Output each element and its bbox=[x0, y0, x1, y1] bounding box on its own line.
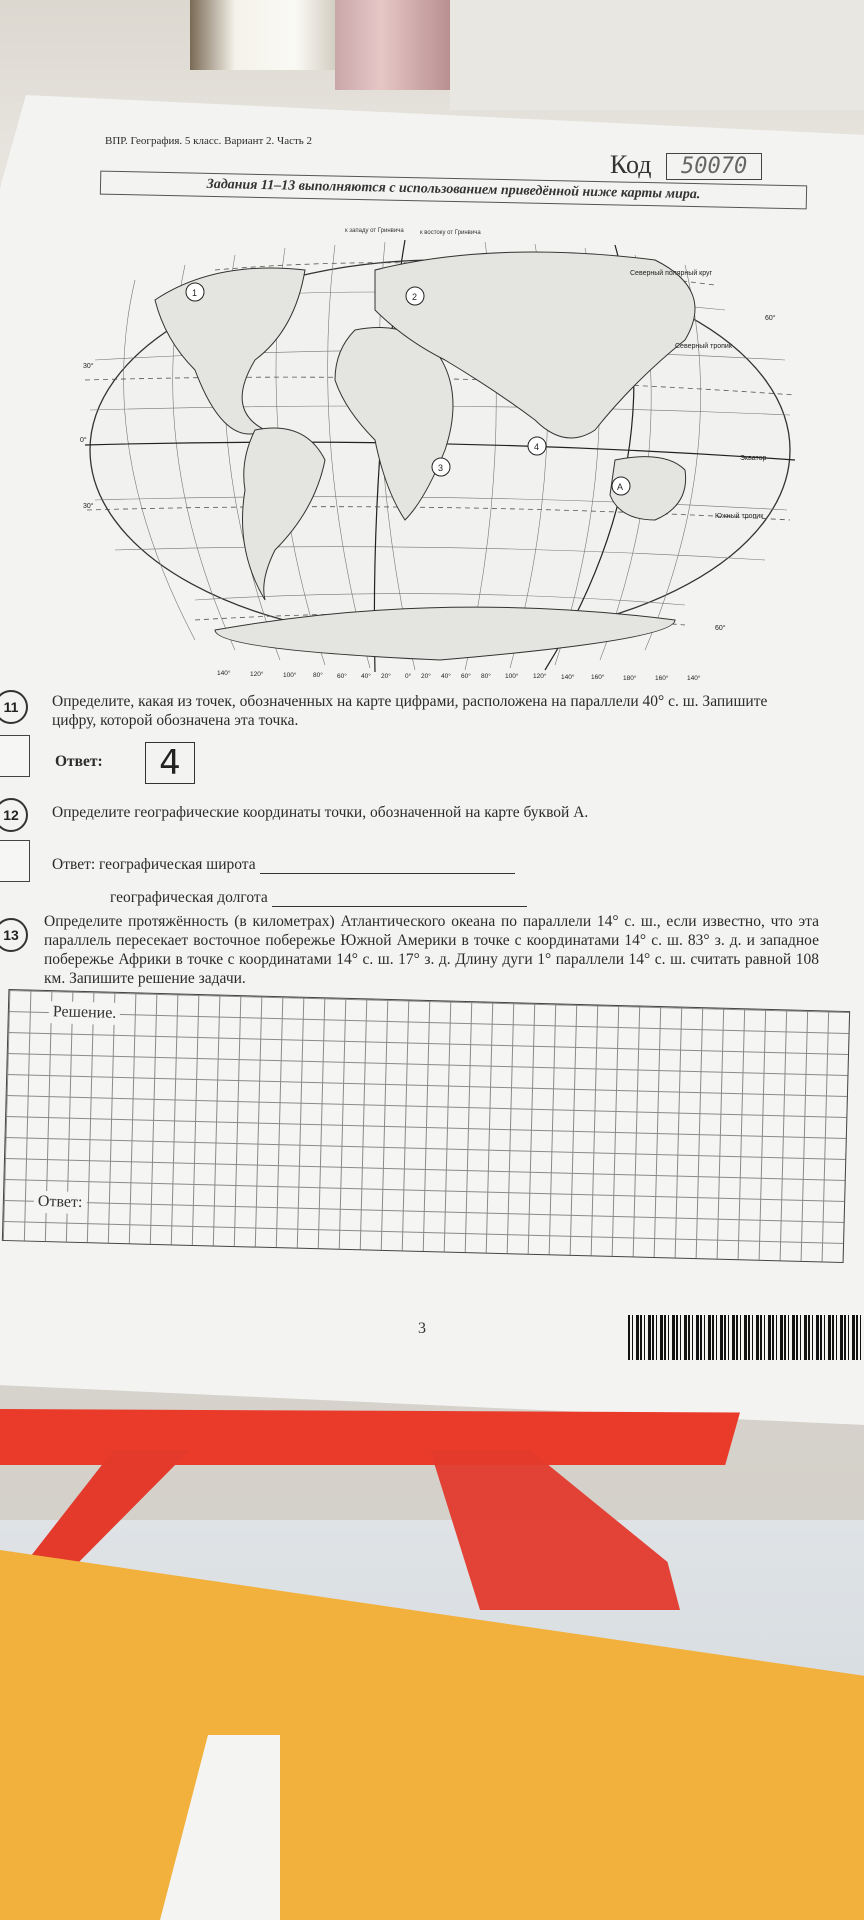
q11-text: Определите, какая из точек, обозначенных на карте цифрами, расположена на параллели 40° с. ш. Запишите цифру, которой обозначена эта точка. bbox=[52, 693, 768, 729]
svg-text:140°: 140° bbox=[561, 674, 575, 680]
svg-text:0°: 0° bbox=[405, 673, 412, 680]
code-value: 50070 bbox=[666, 153, 762, 180]
q12-text: Определите географические координаты точки, обозначенной на карте буквой А. bbox=[52, 804, 589, 821]
map-point-4-label: 4 bbox=[534, 442, 540, 452]
svg-text:60°: 60° bbox=[461, 673, 471, 680]
q12-number: 12 bbox=[0, 798, 28, 832]
q11-score-box bbox=[0, 735, 30, 777]
svg-text:160°: 160° bbox=[591, 674, 605, 680]
svg-text:140°: 140° bbox=[687, 675, 701, 680]
page-number: 3 bbox=[418, 1320, 426, 1337]
q12-lat-text: Ответ: географическая широта bbox=[52, 856, 256, 873]
q13-answer-label: Ответ: bbox=[34, 1191, 87, 1214]
wall bbox=[450, 0, 864, 110]
map-east-label: к востоку от Гринвича bbox=[420, 230, 481, 236]
q12-lon-text: географическая долгота bbox=[110, 889, 268, 906]
barcode bbox=[628, 1315, 864, 1360]
q12-lon-line bbox=[272, 892, 527, 907]
map-point-1-label: 1 bbox=[192, 288, 198, 298]
north-circle-label: Северный полярный круг bbox=[630, 270, 713, 277]
code-label: Код bbox=[610, 150, 652, 179]
south-tropic-label: Южный тропик bbox=[715, 513, 764, 520]
lat-60n-label: 60° bbox=[765, 315, 776, 322]
svg-text:20°: 20° bbox=[421, 673, 431, 680]
lat-60s-label: 60° bbox=[715, 625, 726, 632]
svg-text:140°: 140° bbox=[217, 670, 231, 677]
curtain bbox=[335, 0, 450, 90]
svg-text:120°: 120° bbox=[250, 671, 264, 678]
svg-text:160°: 160° bbox=[655, 675, 669, 680]
q12-lat-label bbox=[52, 855, 515, 874]
map-point-3-label: 3 bbox=[438, 463, 444, 473]
north-tropic-label: Северный тропик bbox=[675, 343, 732, 350]
svg-text:20°: 20° bbox=[381, 673, 391, 680]
world-map bbox=[75, 220, 810, 680]
svg-text:80°: 80° bbox=[313, 672, 323, 679]
solution-grid bbox=[2, 989, 850, 1263]
lon-ticks bbox=[217, 669, 701, 680]
q13-number: 13 bbox=[0, 918, 28, 952]
map-west-label: к западу от Гринвича bbox=[345, 228, 404, 234]
solution-label: Решение. bbox=[49, 1001, 121, 1025]
lat-30n-label: 30° bbox=[83, 363, 94, 370]
svg-text:100°: 100° bbox=[505, 673, 519, 680]
svg-text:180°: 180° bbox=[623, 675, 637, 680]
q12-lat-line bbox=[260, 859, 515, 874]
equator-label: Экватор bbox=[740, 455, 767, 462]
q11-answer: 4 bbox=[145, 742, 195, 784]
tasks-banner: Задания 11–13 выполняются с использованием приведённой ниже карты мира. bbox=[100, 171, 807, 210]
svg-text:80°: 80° bbox=[481, 673, 491, 680]
svg-text:60°: 60° bbox=[337, 673, 347, 680]
q13-text: Определите протяжённость (в километрах) Атлантического океана по параллели 14° с. ш., если известно, что эта параллель пересекает восточное побережье Южной Америки в точке с координатами 14° с. ш. 83° з. д. и западное побережье Африки в точке с координатами 14° с. ш. 17° з. д. Длину дуги 1° параллели 14° с. ш. считать равной 108 км. Запишите решение задачи. bbox=[44, 913, 819, 987]
svg-text:40°: 40° bbox=[441, 673, 451, 680]
page-header: ВПР. География. 5 класс. Вариант 2. Часть 2 bbox=[105, 135, 313, 147]
svg-text:100°: 100° bbox=[283, 672, 297, 679]
map-point-2-label: 2 bbox=[412, 292, 418, 302]
map-point-a-label: A bbox=[617, 482, 624, 492]
svg-text:120°: 120° bbox=[533, 673, 547, 680]
lat-0-label: 0° bbox=[80, 437, 87, 444]
lat-30s-label: 30° bbox=[83, 503, 94, 510]
q12-lon-label bbox=[110, 888, 527, 907]
svg-text:40°: 40° bbox=[361, 673, 371, 680]
q11-answer-label: Ответ: bbox=[55, 753, 103, 770]
code-field bbox=[610, 150, 762, 180]
q11-number: 11 bbox=[0, 690, 28, 724]
q12-score-box bbox=[0, 840, 30, 882]
window bbox=[190, 0, 340, 70]
